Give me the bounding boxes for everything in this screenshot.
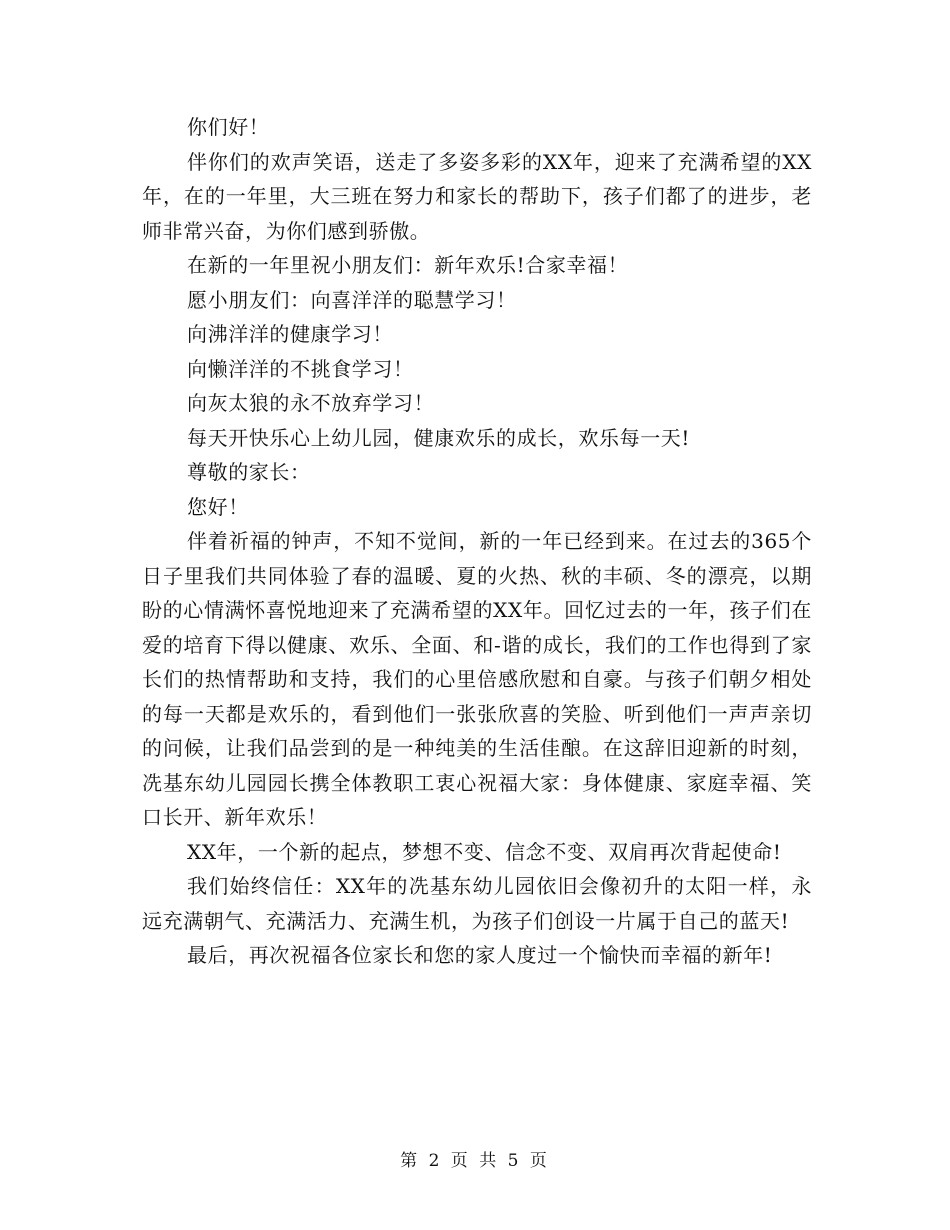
paragraph-13: 我们始终信任：XX年的冼基东幼儿园依旧会像初升的太阳一样，永远充满朝气、充满活力、充满生机，为孩子们创设一片属于自己的蓝天!: [142, 874, 812, 933]
paragraph-9: 尊敬的家长：: [187, 460, 311, 484]
paragraph-5: 向沸洋洋的健康学习！: [187, 322, 393, 346]
paragraph-7: 向灰太狼的永不放弃学习！: [187, 391, 435, 415]
paragraph-2: 伴你们的欢声笑语，送走了多姿多彩的XX年，迎来了充满希望的XX年，在的一年里，大三班在努力和家长的帮助下，孩子们都了的进步，老师非常兴奋，为你们感到骄傲。: [142, 149, 812, 243]
paragraph-4: 愿小朋友们：向喜洋洋的聪慧学习！: [187, 287, 517, 312]
paragraph-6: 向懒洋洋的不挑食学习！: [187, 356, 414, 381]
document-body: [142, 110, 812, 973]
paragraph-3: 在新的一年里祝小朋友们：新年欢乐!合家幸福！: [187, 253, 629, 277]
paragraph-11: 伴着祈福的钟声，不知不觉间，新的一年已经到来。在过去的365个日子里我们共同体验了春的温暖、夏的火热、秋的丰硕、冬的漂亮，以期盼的心情满怀喜悦地迎来了充满希望的XX年。回忆过去的一年，孩子们在爱的培育下得以健康、欢乐、全面、和-谐的成长，我们的工作也得到了家长们的热情帮助和支持，我们的心里倍感欣慰和自豪。与孩子们朝夕相处的每一天都是欢乐的，看到他们一张张欣喜的笑脸、听到他们一声声亲切的问候，让我们品尝到的是一种纯美的生活佳酿。在这辞旧迎新的时刻，冼基东幼儿园园长携全体教职工衷心祝福大家：身体健康、家庭幸福、笑口长开、新年欢乐！: [142, 529, 812, 829]
paragraph-10: 您好！: [187, 494, 249, 519]
paragraph-14: 最后，再次祝福各位家长和您的家人度过一个愉快而幸福的新年!: [187, 943, 773, 967]
page-number-footer: 第 2 页 共 5 页: [400, 1151, 550, 1171]
paragraph-1: 你们好！: [187, 115, 270, 139]
paragraph-12: XX年，一个新的起点，梦想不变、信念不变、双肩再次背起使命!: [187, 839, 782, 864]
paragraph-8: 每天开快乐心上幼儿园，健康欢乐的成长，欢乐每一天!: [187, 425, 691, 450]
